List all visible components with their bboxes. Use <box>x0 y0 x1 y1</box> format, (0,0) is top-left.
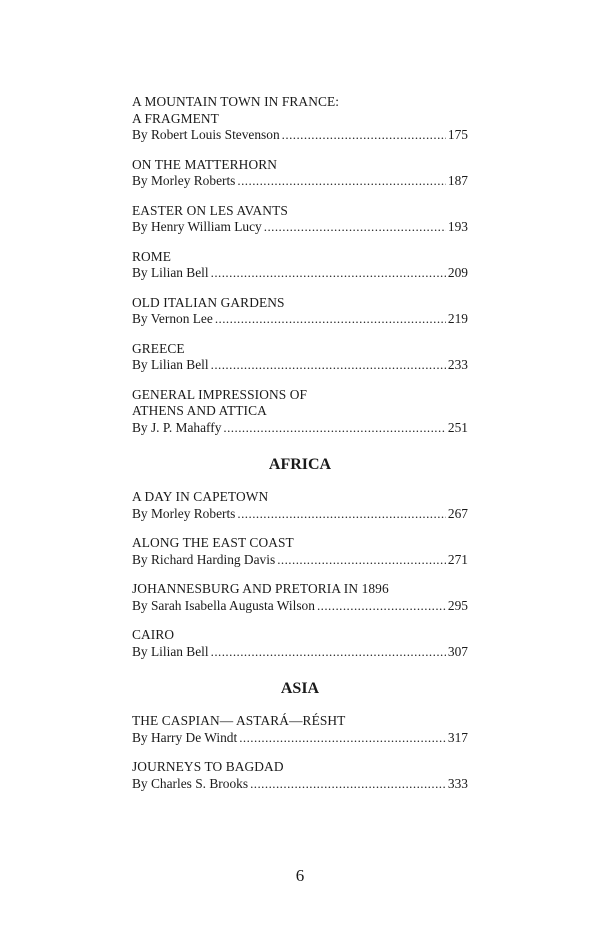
dot-leader <box>277 552 446 569</box>
entry-author-line <box>132 173 468 190</box>
entry-page-number: 233 <box>447 357 468 372</box>
entry-page-number: 219 <box>447 311 468 326</box>
toc-entry[interactable] <box>132 387 468 437</box>
toc-entry[interactable] <box>132 535 468 568</box>
entry-author: By Richard Harding Davis <box>132 551 276 567</box>
entry-author-line <box>132 506 468 523</box>
toc-entry[interactable] <box>132 203 468 236</box>
dot-leader <box>264 219 446 236</box>
toc-entry[interactable] <box>132 249 468 282</box>
page-number: 6 <box>295 866 305 885</box>
toc-entry[interactable] <box>132 94 468 144</box>
entry-author: By Henry William Lucy <box>132 219 262 234</box>
entry-page-number: 333 <box>447 775 468 791</box>
entry-title: ALONG THE EAST COAST <box>132 535 294 550</box>
entry-title: ATHENS AND ATTICA <box>132 403 267 418</box>
entry-page-number: 307 <box>447 643 468 659</box>
toc-entry[interactable] <box>132 341 468 374</box>
entry-author: By Vernon Lee <box>132 311 213 326</box>
entry-page-number: 193 <box>447 219 468 234</box>
toc-entry[interactable] <box>132 713 468 746</box>
entry-title: ON THE MATTERHORN <box>132 156 278 172</box>
entry-author-line <box>132 357 468 374</box>
entry-page-number: 187 <box>447 173 468 188</box>
dot-leader <box>239 730 446 747</box>
entry-author-line <box>132 644 468 661</box>
entry-title: GREECE <box>132 340 185 356</box>
entry-title: CAIRO <box>132 627 175 642</box>
entry-author-line <box>132 311 468 328</box>
entry-page-number: 267 <box>447 505 468 521</box>
entry-page-number: 209 <box>447 265 468 280</box>
section-heading: ASIA <box>280 680 320 697</box>
dot-leader <box>237 506 446 523</box>
entry-author-line <box>132 552 468 569</box>
entry-author: By Lilian Bell <box>132 643 209 659</box>
entry-author-line <box>132 265 468 282</box>
entry-author-line <box>132 420 468 437</box>
entry-title: EASTER ON LES AVANTS <box>132 202 288 218</box>
entry-page-number: 175 <box>447 127 468 142</box>
dot-leader <box>211 644 446 661</box>
toc-entry[interactable] <box>132 759 468 792</box>
entry-page-number: 295 <box>447 597 468 613</box>
toc-entry[interactable] <box>132 295 468 328</box>
entry-author: By Sarah Isabella Augusta Wilson <box>132 597 315 613</box>
entry-author-line <box>132 730 468 747</box>
entry-author: By Lilian Bell <box>132 357 209 372</box>
entry-page-number: 251 <box>447 419 468 435</box>
dot-leader <box>211 265 446 282</box>
entry-title: GENERAL IMPRESSIONS OF <box>132 386 308 402</box>
entry-title: A DAY IN CAPETOWN <box>132 489 269 504</box>
entry-author-line <box>132 219 468 236</box>
entry-author: By Morley Roberts <box>132 505 236 521</box>
dot-leader <box>211 357 446 374</box>
entry-title: ROME <box>132 248 172 264</box>
toc-entry[interactable] <box>132 157 468 190</box>
dot-leader <box>317 598 446 615</box>
entry-author-line <box>132 127 468 144</box>
toc-entry[interactable] <box>132 581 468 614</box>
toc-entry[interactable] <box>132 627 468 660</box>
toc-entry[interactable] <box>132 489 468 522</box>
entry-author: By Harry De Windt <box>132 729 238 745</box>
dot-leader <box>223 420 446 437</box>
entry-author: By Robert Louis Stevenson <box>132 127 280 142</box>
entry-author: By J. P. Mahaffy <box>132 419 222 435</box>
entry-title: A FRAGMENT <box>132 110 219 126</box>
dot-leader <box>250 776 446 793</box>
entry-title: JOURNEYS TO BAGDAD <box>132 759 284 774</box>
dot-leader <box>282 127 446 144</box>
dot-leader <box>237 173 446 190</box>
entry-title: JOHANNESBURG AND PRETORIA IN 1896 <box>132 581 389 596</box>
entry-title: A MOUNTAIN TOWN IN FRANCE: <box>132 94 340 109</box>
entry-author: By Charles S. Brooks <box>132 775 249 791</box>
entry-page-number: 317 <box>447 729 468 745</box>
dot-leader <box>215 311 446 328</box>
entry-author: By Lilian Bell <box>132 265 209 280</box>
section-heading: AFRICA <box>268 456 332 473</box>
entry-title: OLD ITALIAN GARDENS <box>132 294 285 310</box>
table-of-contents <box>132 94 468 805</box>
entry-author: By Morley Roberts <box>132 173 236 188</box>
entry-page-number: 271 <box>447 551 468 567</box>
entry-author-line <box>132 776 468 793</box>
entry-author-line <box>132 598 468 615</box>
entry-title: THE CASPIAN— ASTARÁ—RÉSHT <box>132 713 346 728</box>
